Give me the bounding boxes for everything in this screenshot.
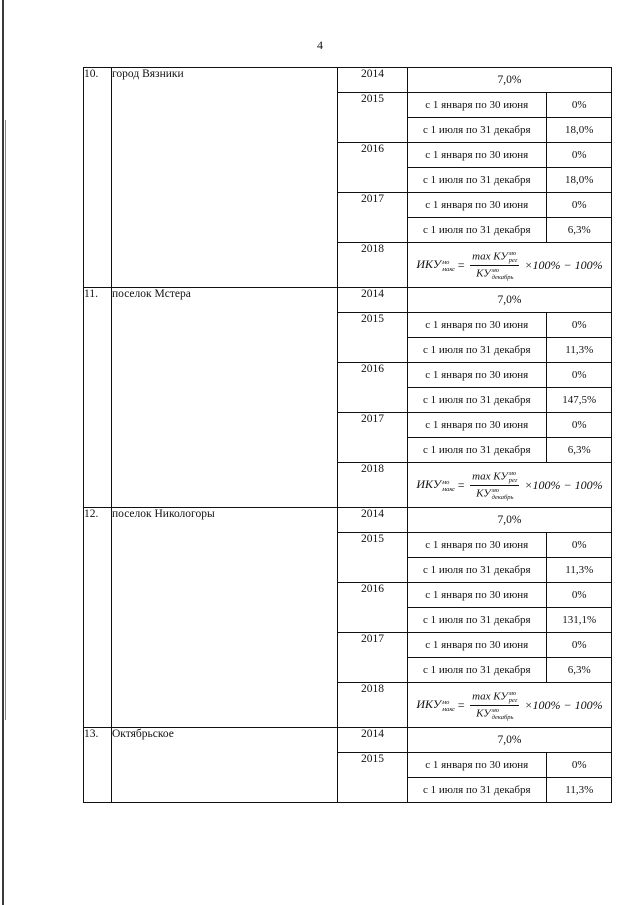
period-label: с 1 июля по 31 декабря xyxy=(408,218,546,243)
year-cell: 2014 xyxy=(338,288,408,313)
period-subtable xyxy=(408,313,612,362)
period-label: с 1 января по 30 июня xyxy=(425,149,529,161)
formula-tail: ×100% − 100% xyxy=(524,477,603,492)
row-number: 11. xyxy=(84,288,112,508)
year-cell: 2018 xyxy=(338,243,408,288)
scan-edge-line xyxy=(2,0,4,905)
year-cell: 2018 xyxy=(338,463,408,508)
value-cell xyxy=(408,288,612,313)
row-number: 13. xyxy=(84,728,112,803)
period-cell xyxy=(408,143,612,193)
single-value: 7,0% xyxy=(497,734,522,746)
period-label: с 1 января по 30 июня xyxy=(425,639,529,651)
formula-lhs-sub: макс xyxy=(441,705,456,713)
year-cell: 2014 xyxy=(338,508,408,533)
period-cell xyxy=(408,753,612,803)
formula-lhs-indices xyxy=(442,479,455,493)
year-cell: 2017 xyxy=(338,413,408,463)
formula-numerator xyxy=(470,690,519,706)
period-value: 0% xyxy=(546,533,612,558)
period-label: с 1 января по 30 июня xyxy=(425,539,529,551)
formula-denominator xyxy=(474,706,515,721)
period-subtable xyxy=(408,363,612,412)
formula-lhs xyxy=(416,697,455,712)
formula-den-sup: мо xyxy=(491,266,500,274)
formula xyxy=(408,463,611,507)
row-number: 12. xyxy=(84,508,112,728)
period-label: с 1 января по 30 июня xyxy=(425,199,529,211)
formula-lhs-indices xyxy=(442,699,455,713)
formula-eq: = xyxy=(457,257,466,272)
formula-den-base: КУ xyxy=(476,267,491,280)
period-value: 131,1% xyxy=(546,608,612,633)
settlement-name: Октябрьское xyxy=(112,728,338,803)
period-subtable xyxy=(408,413,612,462)
period-cell xyxy=(408,363,612,413)
period-value: 11,3% xyxy=(546,338,612,363)
settlement-name: поселок Никологоры xyxy=(112,508,338,728)
period-label: с 1 июля по 31 декабря xyxy=(408,558,546,583)
formula-tail: ×100% − 100% xyxy=(524,697,603,712)
formula-lhs-base: ИКУ xyxy=(416,477,441,492)
period-subtable xyxy=(408,533,612,582)
settlement-name: поселок Мстера xyxy=(112,288,338,508)
year-cell: 2016 xyxy=(338,143,408,193)
formula-denominator xyxy=(474,266,515,281)
formula-num-indices xyxy=(509,250,518,264)
period-label: с 1 июля по 31 декабря xyxy=(408,608,546,633)
period-label: с 1 января по 30 июня xyxy=(425,419,529,431)
period-cell xyxy=(408,413,612,463)
formula-fraction xyxy=(470,470,519,501)
period-value: 0% xyxy=(546,93,612,118)
period-label: с 1 июля по 31 декабря xyxy=(408,168,546,193)
row-number: 10. xyxy=(84,68,112,288)
formula xyxy=(408,683,611,727)
formula-lhs-indices xyxy=(442,259,455,273)
table-row xyxy=(84,68,612,93)
formula-cell xyxy=(408,683,612,728)
page-number: 4 xyxy=(317,38,323,52)
formula-lhs-sup: мо xyxy=(441,478,450,486)
formula-den-base: КУ xyxy=(476,707,491,720)
formula-fraction xyxy=(470,250,519,281)
formula-num-sup: мо xyxy=(508,249,517,257)
formula-lhs-base: ИКУ xyxy=(416,697,441,712)
formula-den-indices xyxy=(492,267,514,281)
formula-lhs-sub: макс xyxy=(441,485,456,493)
formula-num-base: КУ xyxy=(493,690,508,703)
formula-den-indices xyxy=(492,707,514,721)
period-label: с 1 июля по 31 декабря xyxy=(408,778,546,803)
formula-den-indices xyxy=(492,487,514,501)
period-value: 6,3% xyxy=(546,438,612,463)
period-cell xyxy=(408,93,612,143)
period-value: 0% xyxy=(546,143,612,168)
formula-den-sub: декабрь xyxy=(491,493,514,501)
period-value: 0% xyxy=(546,583,612,608)
period-value: 11,3% xyxy=(546,558,612,583)
formula-eq: = xyxy=(457,697,466,712)
formula-num-prefix: max xyxy=(472,690,491,703)
period-subtable xyxy=(408,753,612,802)
period-label: с 1 января по 30 июня xyxy=(425,319,529,331)
period-label: с 1 января по 30 июня xyxy=(425,589,529,601)
period-subtable xyxy=(408,93,612,142)
period-value: 6,3% xyxy=(546,658,612,683)
formula-num-indices xyxy=(509,690,518,704)
formula-num-base: КУ xyxy=(493,250,508,263)
year-cell: 2016 xyxy=(338,583,408,633)
period-value: 0% xyxy=(546,193,612,218)
period-value: 147,5% xyxy=(546,388,612,413)
year-cell: 2017 xyxy=(338,193,408,243)
formula-tail: ×100% − 100% xyxy=(524,257,603,272)
formula-num-sup: мо xyxy=(508,469,517,477)
year-cell: 2014 xyxy=(338,728,408,753)
formula-numerator xyxy=(470,250,519,266)
value-cell xyxy=(408,68,612,93)
formula-numerator xyxy=(470,470,519,486)
period-subtable xyxy=(408,583,612,632)
year-cell: 2015 xyxy=(338,93,408,143)
period-cell xyxy=(408,193,612,243)
period-subtable xyxy=(408,143,612,192)
period-cell xyxy=(408,633,612,683)
formula-num-prefix: max xyxy=(472,470,491,483)
value-cell xyxy=(408,508,612,533)
year-cell: 2015 xyxy=(338,533,408,583)
formula-num-sub: рег xyxy=(508,256,518,264)
formula-lhs-sub: макс xyxy=(441,265,456,273)
period-label: с 1 июля по 31 декабря xyxy=(408,388,546,413)
table-row xyxy=(84,288,612,313)
formula-lhs-sup: мо xyxy=(441,258,450,266)
single-value: 7,0% xyxy=(497,74,522,86)
period-value: 0% xyxy=(546,753,612,778)
period-value: 6,3% xyxy=(546,218,612,243)
year-cell: 2015 xyxy=(338,313,408,363)
period-cell xyxy=(408,533,612,583)
period-label: с 1 января по 30 июня xyxy=(425,759,529,771)
formula-den-sup: мо xyxy=(491,706,500,714)
period-value: 18,0% xyxy=(546,118,612,143)
year-cell: 2016 xyxy=(338,363,408,413)
formula-den-sub: декабрь xyxy=(491,713,514,721)
formula-num-base: КУ xyxy=(493,470,508,483)
formula-den-sub: декабрь xyxy=(491,273,514,281)
period-label: с 1 января по 30 июня xyxy=(425,99,529,111)
formula-cell xyxy=(408,463,612,508)
formula-lhs-sup: мо xyxy=(441,698,450,706)
formula-num-sub: рег xyxy=(508,476,518,484)
period-value: 0% xyxy=(546,313,612,338)
period-label: с 1 июля по 31 декабря xyxy=(408,438,546,463)
period-value: 0% xyxy=(546,413,612,438)
formula-num-prefix: max xyxy=(472,250,491,263)
formula-cell xyxy=(408,243,612,288)
period-label: с 1 июля по 31 декабря xyxy=(408,118,546,143)
table-row xyxy=(84,508,612,533)
formula-lhs xyxy=(416,257,455,272)
formula-num-sub: рег xyxy=(508,696,518,704)
year-cell: 2014 xyxy=(338,68,408,93)
period-value: 0% xyxy=(546,363,612,388)
formula-lhs-base: ИКУ xyxy=(416,257,441,272)
period-cell xyxy=(408,583,612,633)
table-row xyxy=(84,728,612,753)
period-label: с 1 июля по 31 декабря xyxy=(408,338,546,363)
period-value: 18,0% xyxy=(546,168,612,193)
single-value: 7,0% xyxy=(497,514,522,526)
period-value: 11,3% xyxy=(546,778,612,803)
period-subtable xyxy=(408,193,612,242)
formula-lhs xyxy=(416,477,455,492)
scan-edge-line-secondary xyxy=(5,120,6,720)
value-cell xyxy=(408,728,612,753)
formula-den-base: КУ xyxy=(476,487,491,500)
period-cell xyxy=(408,313,612,363)
formula-num-sup: мо xyxy=(508,689,517,697)
year-cell: 2015 xyxy=(338,753,408,803)
single-value: 7,0% xyxy=(497,294,522,306)
settlement-name: город Вязники xyxy=(112,68,338,288)
period-subtable xyxy=(408,633,612,682)
year-cell: 2017 xyxy=(338,633,408,683)
formula xyxy=(408,243,611,287)
year-cell: 2018 xyxy=(338,683,408,728)
formula-fraction xyxy=(470,690,519,721)
formula-eq: = xyxy=(457,477,466,492)
formula-num-indices xyxy=(509,470,518,484)
period-label: с 1 июля по 31 декабря xyxy=(408,658,546,683)
formula-den-sup: мо xyxy=(491,486,500,494)
period-value: 0% xyxy=(546,633,612,658)
tariff-table xyxy=(83,67,612,803)
formula-denominator xyxy=(474,486,515,501)
period-label: с 1 января по 30 июня xyxy=(425,369,529,381)
